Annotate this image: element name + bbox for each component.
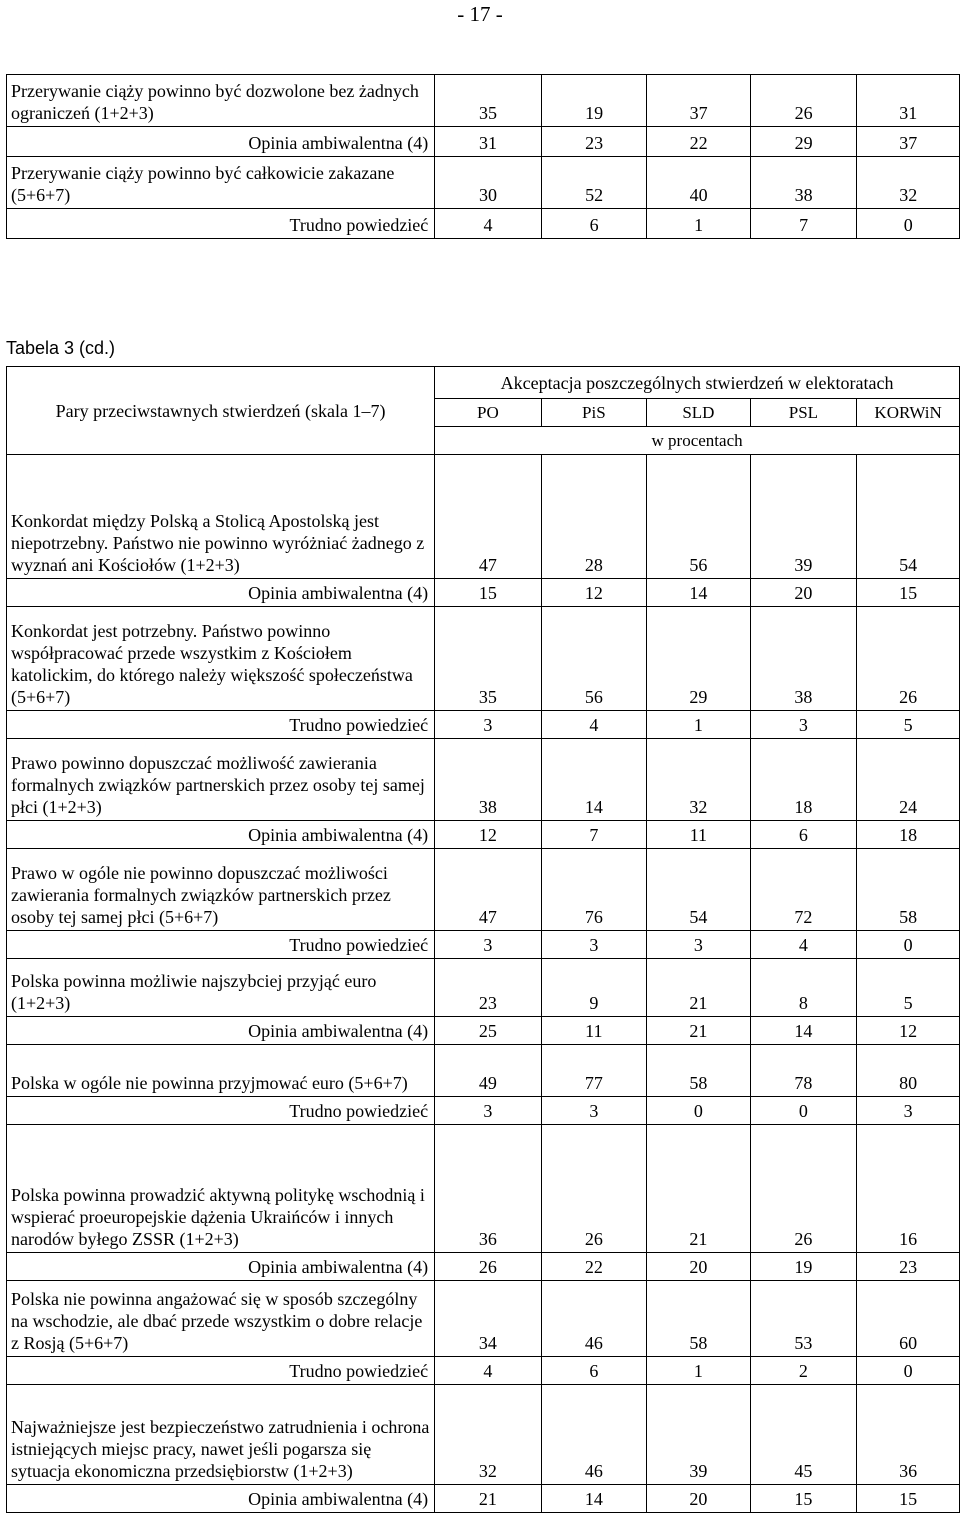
value-cell: 26 (541, 1125, 647, 1253)
value-cell: 7 (541, 821, 647, 849)
value-cell: 38 (435, 739, 541, 821)
row-label: Opinia ambiwalentna (4) (7, 1485, 435, 1513)
table-row (7, 607, 960, 711)
value-cell: 9 (541, 959, 647, 1017)
value-cell: 47 (435, 455, 541, 579)
value-cell: 47 (435, 849, 541, 931)
table-row (7, 1281, 960, 1357)
value-cell: 15 (857, 1485, 960, 1513)
row-label: Opinia ambiwalentna (4) (7, 821, 435, 849)
value-cell: 23 (541, 127, 647, 157)
value-cell: 39 (750, 455, 857, 579)
value-cell: 76 (541, 849, 647, 931)
value-cell: 6 (541, 1357, 647, 1385)
row-label: Polska powinna możliwie najszybciej przyjąć euro (1+2+3) (7, 959, 435, 1017)
table-row (7, 1125, 960, 1253)
value-cell: 21 (647, 959, 751, 1017)
value-cell: 3 (435, 931, 541, 959)
value-cell: 29 (750, 127, 857, 157)
row-label: Prawo powinno dopuszczać możliwość zawierania formalnych związków partnerskich przez osoby tej samej płci (1+2+3) (7, 739, 435, 821)
value-cell: 31 (857, 75, 960, 127)
value-cell: 15 (750, 1485, 857, 1513)
value-cell: 26 (435, 1253, 541, 1281)
value-cell: 20 (647, 1485, 751, 1513)
opinion-table-continued (6, 74, 960, 239)
row-label: Trudno powiedzieć (7, 931, 435, 959)
header-party-psl: PSL (750, 399, 857, 427)
table-row (7, 931, 960, 959)
value-cell: 2 (750, 1357, 857, 1385)
value-cell: 7 (750, 209, 857, 239)
value-cell: 52 (541, 157, 647, 209)
value-cell: 3 (857, 1097, 960, 1125)
row-label: Trudno powiedzieć (7, 209, 435, 239)
row-label: Przerywanie ciąży powinno być dozwolone bez żadnych ograniczeń (1+2+3) (7, 75, 435, 127)
value-cell: 21 (647, 1017, 751, 1045)
value-cell: 54 (857, 455, 960, 579)
value-cell: 77 (541, 1045, 647, 1097)
table-row (7, 1253, 960, 1281)
table-row (7, 75, 960, 127)
table-row (7, 1485, 960, 1513)
value-cell: 56 (541, 607, 647, 711)
row-label: Konkordat między Polską a Stolicą Apostolską jest niepotrzebny. Państwo nie powinno wyróżniać żadnego z wyznań ani Kościołów (1+2+3) (7, 455, 435, 579)
table-row (7, 959, 960, 1017)
value-cell: 3 (541, 1097, 647, 1125)
value-cell: 37 (647, 75, 751, 127)
table-row (7, 209, 960, 239)
value-cell: 24 (857, 739, 960, 821)
value-cell: 11 (647, 821, 751, 849)
table-row (7, 739, 960, 821)
value-cell: 35 (435, 607, 541, 711)
value-cell: 26 (857, 607, 960, 711)
value-cell: 39 (647, 1385, 751, 1485)
value-cell: 26 (750, 75, 857, 127)
value-cell: 1 (647, 711, 751, 739)
row-label: Opinia ambiwalentna (4) (7, 127, 435, 157)
row-label: Polska w ogóle nie powinna przyjmować euro (5+6+7) (7, 1045, 435, 1097)
value-cell: 78 (750, 1045, 857, 1097)
value-cell: 23 (857, 1253, 960, 1281)
value-cell: 3 (435, 1097, 541, 1125)
value-cell: 53 (750, 1281, 857, 1357)
value-cell: 22 (647, 127, 751, 157)
table-row (7, 579, 960, 607)
header-statement-pairs: Pary przeciwstawnych stwierdzeń (skala 1–7) (7, 367, 435, 455)
row-label: Najważniejsze jest bezpieczeństwo zatrudnienia i ochrona istniejących miejsc pracy, nawet jeśli pogarsza się sytuacja ekonomiczna przedsiębiorstw (1+2+3) (7, 1385, 435, 1485)
value-cell: 3 (435, 711, 541, 739)
value-cell: 56 (647, 455, 751, 579)
value-cell: 15 (435, 579, 541, 607)
value-cell: 1 (647, 209, 751, 239)
value-cell: 46 (541, 1385, 647, 1485)
value-cell: 32 (435, 1385, 541, 1485)
value-cell: 4 (750, 931, 857, 959)
table-row (7, 1045, 960, 1097)
value-cell: 80 (857, 1045, 960, 1097)
value-cell: 23 (435, 959, 541, 1017)
value-cell: 16 (857, 1125, 960, 1253)
table-row (7, 127, 960, 157)
table-row (7, 1097, 960, 1125)
value-cell: 54 (647, 849, 751, 931)
row-label: Polska nie powinna angażować się w sposób szczególny na wschodzie, ale dbać przede wszystkim o dobre relacje z Rosją (5+6+7) (7, 1281, 435, 1357)
value-cell: 6 (750, 821, 857, 849)
value-cell: 35 (435, 75, 542, 127)
value-cell: 29 (647, 607, 751, 711)
value-cell: 49 (435, 1045, 541, 1097)
row-label: Trudno powiedzieć (7, 711, 435, 739)
header-party-po: PO (435, 399, 541, 427)
value-cell: 28 (541, 455, 647, 579)
value-cell: 21 (647, 1125, 751, 1253)
value-cell: 36 (857, 1385, 960, 1485)
row-label: Prawo w ogóle nie powinno dopuszczać możliwości zawierania formalnych związków partnerskich przez osoby tej samej płci (5+6+7) (7, 849, 435, 931)
table-row (7, 1017, 960, 1045)
table-row (7, 1385, 960, 1485)
value-cell: 3 (647, 931, 751, 959)
row-label: Trudno powiedzieć (7, 1097, 435, 1125)
value-cell: 14 (541, 739, 647, 821)
value-cell: 19 (541, 75, 647, 127)
value-cell: 21 (435, 1485, 541, 1513)
value-cell: 20 (750, 579, 857, 607)
value-cell: 11 (541, 1017, 647, 1045)
table-row (7, 455, 960, 579)
value-cell: 58 (857, 849, 960, 931)
table-row (7, 1357, 960, 1385)
value-cell: 26 (750, 1125, 857, 1253)
value-cell: 32 (857, 157, 960, 209)
value-cell: 18 (750, 739, 857, 821)
value-cell: 12 (541, 579, 647, 607)
header-unit: w procentach (435, 427, 960, 455)
value-cell: 58 (647, 1281, 751, 1357)
value-cell: 15 (857, 579, 960, 607)
value-cell: 72 (750, 849, 857, 931)
value-cell: 37 (857, 127, 960, 157)
opinion-table (6, 366, 960, 1513)
value-cell: 36 (435, 1125, 541, 1253)
value-cell: 8 (750, 959, 857, 1017)
value-cell: 45 (750, 1385, 857, 1485)
value-cell: 14 (647, 579, 751, 607)
value-cell: 5 (857, 959, 960, 1017)
row-label: Opinia ambiwalentna (4) (7, 579, 435, 607)
value-cell: 4 (435, 209, 542, 239)
value-cell: 34 (435, 1281, 541, 1357)
row-label: Przerywanie ciąży powinno być całkowicie zakazane (5+6+7) (7, 157, 435, 209)
header-party-sld: SLD (647, 399, 751, 427)
table-row (7, 711, 960, 739)
table-caption: Tabela 3 (cd.) (6, 338, 116, 358)
value-cell: 12 (857, 1017, 960, 1045)
value-cell: 4 (435, 1357, 541, 1385)
value-cell: 40 (647, 157, 751, 209)
value-cell: 58 (647, 1045, 751, 1097)
header-party-korwin: KORWiN (857, 399, 960, 427)
value-cell: 12 (435, 821, 541, 849)
row-label: Trudno powiedzieć (7, 1357, 435, 1385)
value-cell: 3 (541, 931, 647, 959)
value-cell: 0 (750, 1097, 857, 1125)
page-number: - 17 - (457, 2, 503, 26)
value-cell: 3 (750, 711, 857, 739)
value-cell: 38 (750, 607, 857, 711)
value-cell: 38 (750, 157, 857, 209)
row-label: Opinia ambiwalentna (4) (7, 1253, 435, 1281)
row-label: Opinia ambiwalentna (4) (7, 1017, 435, 1045)
row-label: Konkordat jest potrzebny. Państwo powinno współpracować przede wszystkim z Kościołem katolickim, do którego należy większość społeczeństwa (5+6+7) (7, 607, 435, 711)
value-cell: 0 (857, 1357, 960, 1385)
table-row (7, 849, 960, 931)
value-cell: 19 (750, 1253, 857, 1281)
value-cell: 6 (541, 209, 647, 239)
row-label: Polska powinna prowadzić aktywną politykę wschodnią i wspierać proeuropejskie dążenia Ukraińców i innych narodów byłego ZSSR (1+2+3) (7, 1125, 435, 1253)
value-cell: 32 (647, 739, 751, 821)
value-cell: 60 (857, 1281, 960, 1357)
value-cell: 22 (541, 1253, 647, 1281)
value-cell: 30 (435, 157, 542, 209)
value-cell: 1 (647, 1357, 751, 1385)
header-party-pis: PiS (541, 399, 647, 427)
table-row (7, 157, 960, 209)
value-cell: 18 (857, 821, 960, 849)
value-cell: 14 (541, 1485, 647, 1513)
value-cell: 25 (435, 1017, 541, 1045)
value-cell: 0 (857, 209, 960, 239)
value-cell: 14 (750, 1017, 857, 1045)
value-cell: 0 (857, 931, 960, 959)
table-row (7, 821, 960, 849)
value-cell: 31 (435, 127, 542, 157)
value-cell: 0 (647, 1097, 751, 1125)
value-cell: 20 (647, 1253, 751, 1281)
value-cell: 4 (541, 711, 647, 739)
value-cell: 5 (857, 711, 960, 739)
value-cell: 46 (541, 1281, 647, 1357)
header-acceptance-title: Akceptacja poszczególnych stwierdzeń w elektoratach (435, 367, 960, 399)
